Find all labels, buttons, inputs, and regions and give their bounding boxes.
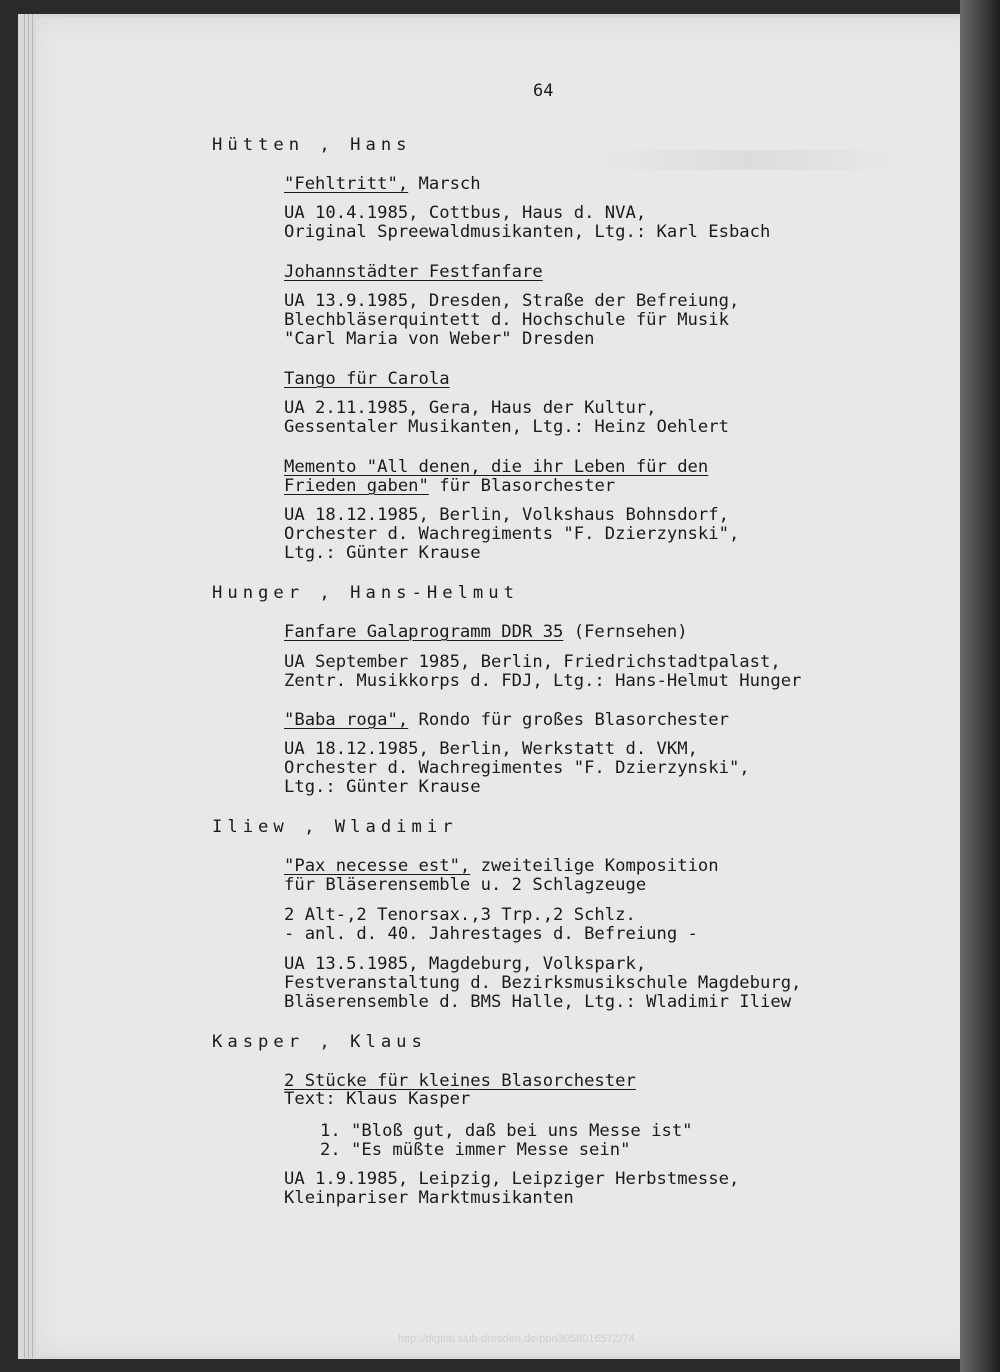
- performer-line: Zentr. Musikkorps d. FDJ, Ltg.: Hans-Helmut Hunger: [284, 671, 802, 691]
- work-title-underlined: Fanfare Galaprogramm DDR 35: [284, 622, 564, 642]
- performer-line: Orchester d. Wachregiments "F. Dzierzynski",: [284, 524, 740, 544]
- performer-line: Orchester d. Wachregimentes "F. Dzierzynski",: [284, 758, 750, 778]
- work-title-tango: Tango für Carola: [284, 369, 450, 389]
- performer-line: Ltg.: Günter Krause: [284, 543, 481, 563]
- work-title-underlined: "Fehltritt",: [284, 174, 409, 194]
- work-title-fanfare: [284, 622, 688, 642]
- premiere-line: UA 1.9.1985, Leipzig, Leipziger Herbstmesse,: [284, 1169, 740, 1189]
- performer-line: Ltg.: Günter Krause: [284, 777, 481, 797]
- work-title-memento-cont: [284, 476, 615, 496]
- performer-line: Bläserensemble d. BMS Halle, Ltg.: Wladimir Iliew: [284, 992, 792, 1012]
- work-title-johannstaedter: Johannstädter Festfanfare: [284, 262, 543, 282]
- premiere-line: UA 18.12.1985, Berlin, Volkshaus Bohnsdorf,: [284, 505, 729, 525]
- scoring-line: 2 Alt-,2 Tenorsax.,3 Trp.,2 Schlz.: [284, 905, 636, 925]
- work-title-pax-cont: für Bläserensemble u. 2 Schlagzeuge: [284, 875, 647, 895]
- premiere-line: UA 10.4.1985, Cottbus, Haus d. NVA,: [284, 203, 647, 223]
- premiere-line: UA September 1985, Berlin, Friedrichstadtpalast,: [284, 652, 781, 672]
- work-title-rest: zweiteilige Komposition: [470, 856, 719, 876]
- text-credit-line: Text: Klaus Kasper: [284, 1089, 471, 1109]
- performer-line: Festveranstaltung d. Bezirksmusikschule Magdeburg,: [284, 973, 802, 993]
- bleed-through-shadow: [600, 150, 900, 170]
- work-title-underlined: "Pax necesse est",: [284, 856, 471, 876]
- work-title-underlined: "Baba roga",: [284, 710, 409, 730]
- premiere-line: UA 2.11.1985, Gera, Haus der Kultur,: [284, 398, 657, 418]
- premiere-line: UA 13.5.1985, Magdeburg, Volkspark,: [284, 954, 647, 974]
- performer-line: Original Spreewaldmusikanten, Ltg.: Karl Esbach: [284, 222, 771, 242]
- performer-line: Blechbläserquintett d. Hochschule für Musik: [284, 310, 729, 330]
- performer-line: "Carl Maria von Weber" Dresden: [284, 329, 595, 349]
- composer-name-hunger: Hunger , Hans-Helmut: [212, 583, 519, 603]
- book-spine: [960, 0, 1000, 1372]
- work-title-underlined: Frieden gaben": [284, 476, 429, 496]
- page-edge-line: [28, 14, 29, 1358]
- movement-item: 2. "Es müßte immer Messe sein": [320, 1140, 631, 1160]
- work-title-fehltritt: [284, 174, 481, 194]
- page-edge-line: [32, 14, 33, 1358]
- premiere-line: UA 13.9.1985, Dresden, Straße der Befreiung,: [284, 291, 740, 311]
- composer-name-kasper: Kasper , Klaus: [212, 1032, 427, 1052]
- work-title-memento: Memento "All denen, die ihr Leben für den: [284, 457, 709, 477]
- premiere-line: UA 18.12.1985, Berlin, Werkstatt d. VKM,: [284, 739, 698, 759]
- composer-name-iliew: Iliew , Wladimir: [212, 817, 458, 837]
- work-title-pax: [284, 856, 719, 876]
- performer-line: Kleinpariser Marktmusikanten: [284, 1188, 574, 1208]
- work-title-zwei-stuecke: 2 Stücke für kleines Blasorchester: [284, 1071, 636, 1091]
- page-number: 64: [533, 81, 554, 101]
- work-title-baba-roga: [284, 710, 729, 730]
- performer-line: Gessentaler Musikanten, Ltg.: Heinz Oehlert: [284, 417, 729, 437]
- source-url[interactable]: http://digital.slub-dresden.de/ppn305801657Z/74: [398, 1333, 635, 1345]
- occasion-line: - anl. d. 40. Jahrestages d. Befreiung -: [284, 924, 698, 944]
- page-edge-line: [24, 14, 25, 1358]
- work-title-rest: (Fernsehen): [563, 622, 688, 642]
- composer-name-huetten: Hütten , Hans: [212, 135, 412, 155]
- work-title-rest: Rondo für großes Blasorchester: [408, 710, 729, 730]
- work-title-rest: für Blasorchester: [428, 476, 616, 496]
- work-title-rest: Marsch: [408, 174, 481, 194]
- movement-item: 1. "Bloß gut, daß bei uns Messe ist": [320, 1121, 693, 1141]
